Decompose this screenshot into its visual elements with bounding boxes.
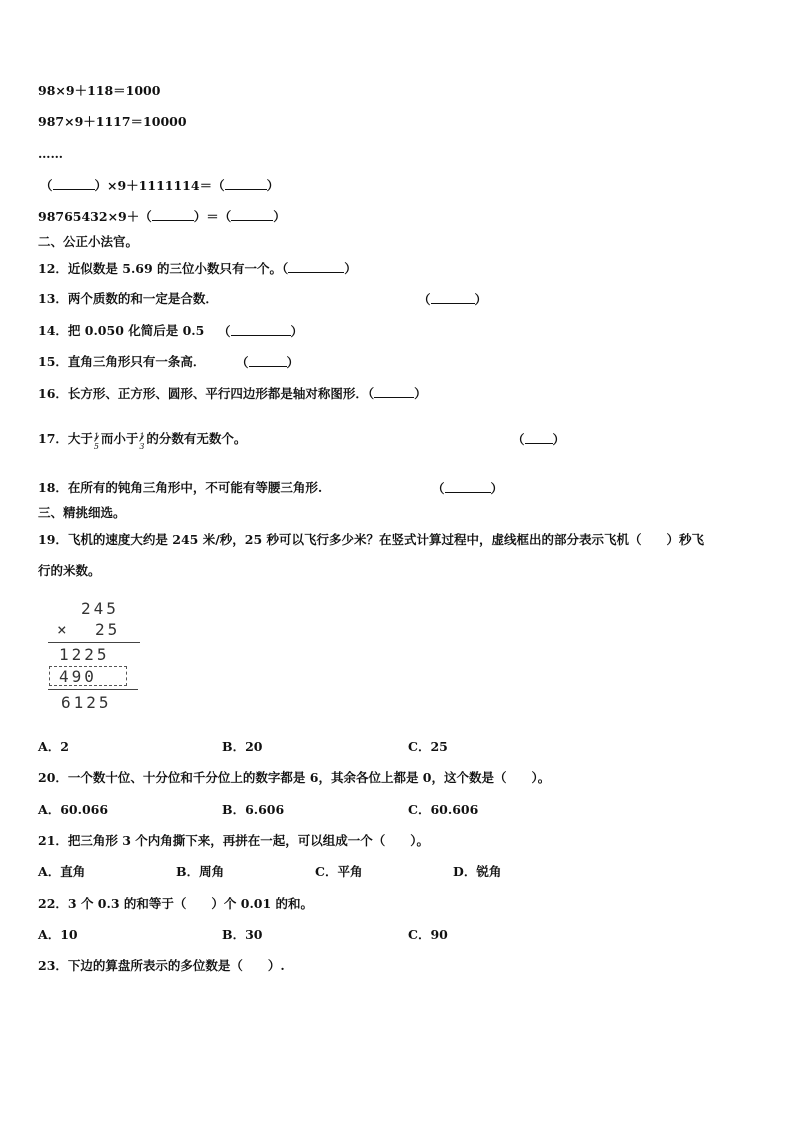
question-17 [38,431,247,451]
paren-close: ） [490,481,504,496]
rule-line [48,689,138,690]
paren-close: ） [344,261,357,276]
option-c[interactable]: C．平角 [315,864,363,879]
paren-close: ） [286,355,300,370]
option-b[interactable]: B．20 [222,739,263,754]
paren-close: ） [414,386,427,401]
question-19-line-1: 19．飞机的速度大约是 245 米/秒，25 秒可以飞行多少米？在竖式计算过程中，虚线框出的部分表示飞机（ ）秒飞 [38,532,705,547]
question-text: 14．把 0.050 化简后是 0.5 [38,323,205,338]
fraction-numerator: 1 [93,431,99,441]
fraction-numerator: 1 [139,431,145,441]
answer-blank[interactable] [288,260,344,273]
option-c[interactable]: C．60.606 [408,802,479,817]
answer-paren [512,431,565,448]
question-14 [38,323,204,339]
paren-open: （ [218,324,231,339]
question-text: 16．长方形、正方形、圆形、平行四边形都是轴对称图形．（ [38,386,375,401]
product: 6125 [61,693,112,712]
option-b[interactable]: B．30 [222,927,263,942]
answer-blank[interactable] [231,208,273,221]
answer-blank[interactable] [231,323,291,336]
pattern-line-4-b: ）＝（ [193,209,232,224]
answer-blank[interactable] [431,291,475,304]
paren-open: （ [418,292,431,307]
question-20: 20．一个数十位、十分位和千分位上的数字都是 6，其余各位上都是 0，这个数是（ ）。 [38,770,551,785]
pattern-line-1: 98×9＋118＝1000 [38,83,161,98]
pattern-line-3-mid: ）×9＋1111114＝（ [94,178,225,193]
question-text-b: 而小于 [100,431,139,446]
multiplicand: 245 [81,599,119,618]
paren-close: ） [266,178,280,193]
question-18 [38,480,322,496]
question-text: 15．直角三角形只有一条高． [38,354,206,369]
pattern-line-2: 987×9＋1117＝10000 [38,114,187,129]
fraction-denominator: 5 [93,441,99,451]
option-d[interactable]: D．锐角 [453,864,502,879]
paren-open: （ [40,178,53,193]
question-text: 12．近似数是 5.69 的三位小数只有一个。（ [38,261,289,276]
answer-paren [432,480,503,497]
question-13 [38,291,218,307]
rule-line [48,642,140,643]
section-heading: 二、公正小法官。 [38,234,139,249]
question-text: 13．两个质数的和一定是合数． [38,291,218,306]
fraction-one-third [138,431,146,451]
pattern-line-4-c: ） [273,209,286,224]
vertical-multiplication-figure [45,595,145,715]
question-19-line-2: 行的米数。 [38,563,101,578]
paren-open: （ [512,432,525,447]
answer-blank[interactable] [249,354,287,367]
partial-product-2: 490 [59,667,97,686]
question-text: 18．在所有的钝角三角形中，不可能有等腰三角形. [38,480,323,495]
option-a[interactable]: A．2 [38,739,69,754]
answer-paren [236,354,299,371]
pattern-line-4 [38,208,286,225]
question-text-a: 17．大于 [38,431,93,446]
question-12 [38,260,357,277]
question-text-c: 的分数有无数个。 [146,431,247,446]
question-16 [38,385,427,402]
pattern-ellipsis: …… [38,146,63,161]
option-c[interactable]: C．25 [408,739,448,754]
question-21: 21．把三角形 3 个内角撕下来，再拼在一起，可以组成一个（ ）。 [38,833,430,848]
paren-close: ） [474,292,488,307]
paren-open: （ [432,481,445,496]
answer-blank[interactable] [525,431,553,444]
answer-blank[interactable] [225,177,267,190]
answer-paren [418,291,487,308]
answer-blank[interactable] [374,385,414,398]
option-a[interactable]: A．直角 [38,864,86,879]
partial-product-1: 1225 [59,645,110,664]
option-a[interactable]: A．10 [38,927,78,942]
answer-blank[interactable] [53,177,95,190]
question-22: 22．3 个 0.3 的和等于（ ）个 0.01 的和。 [38,896,314,911]
option-a[interactable]: A．60.066 [38,802,109,817]
answer-blank[interactable] [152,208,194,221]
multiplier: 25 [95,620,121,639]
question-15 [38,354,205,370]
option-b[interactable]: B．6.606 [222,802,285,817]
section-heading: 三、精挑细选。 [38,505,126,520]
fraction-denominator: 3 [139,441,145,451]
fraction-one-fifth [93,431,101,451]
option-c[interactable]: C．90 [408,927,448,942]
answer-paren [218,323,303,340]
option-b[interactable]: B．周角 [176,864,225,879]
answer-blank[interactable] [445,480,491,493]
question-23: 23．下边的算盘所表示的多位数是（ ）. [38,958,285,973]
pattern-line-3 [40,177,279,194]
paren-open: （ [236,355,249,370]
times-sign: × [57,620,70,639]
pattern-line-4-a: 98765432×9＋（ [38,209,152,224]
paren-close: ） [290,324,304,339]
paren-close: ） [552,432,566,447]
